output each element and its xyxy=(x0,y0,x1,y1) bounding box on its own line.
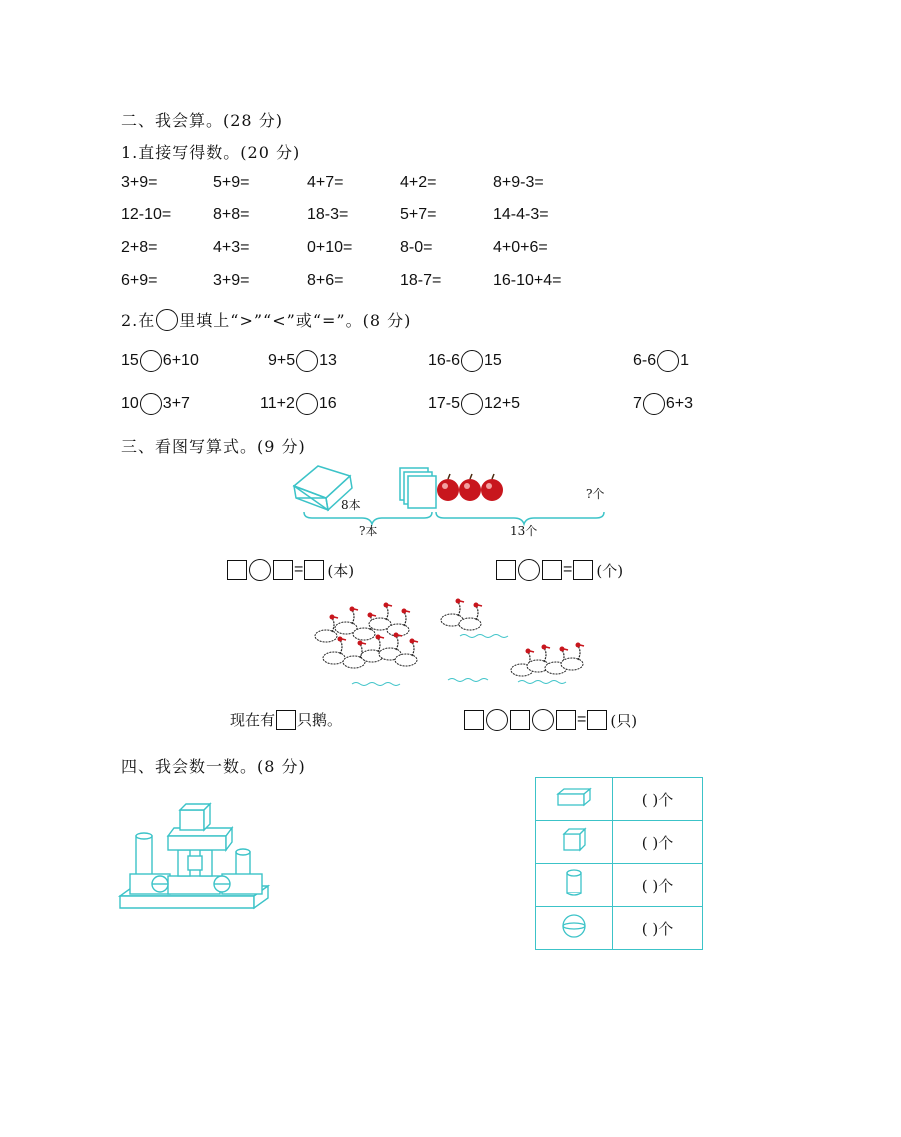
compare-item xyxy=(633,350,689,372)
calc-item: 18-3= xyxy=(307,206,349,223)
answer-box[interactable] xyxy=(510,710,530,730)
apple-icon xyxy=(459,474,481,501)
calc-item: 3+9= xyxy=(121,174,158,191)
answer-box[interactable] xyxy=(542,560,562,580)
count-answer[interactable]: ( )个 xyxy=(641,790,674,809)
now-before: 现在有 xyxy=(230,711,276,729)
compare-item xyxy=(428,350,502,372)
calc-item: 4+7= xyxy=(307,174,344,191)
answer-circle[interactable] xyxy=(518,559,540,581)
calc-item: 8+8= xyxy=(213,206,250,223)
compare-right: 15 xyxy=(484,352,502,369)
goose-group-left xyxy=(315,603,418,669)
apple-icon xyxy=(437,474,459,501)
calc-item: 4+3= xyxy=(213,239,250,256)
equals-sign: = xyxy=(563,561,573,578)
calc-item: 8+6= xyxy=(307,272,344,289)
answer-circle[interactable] xyxy=(643,393,665,415)
blocks-structure-figure xyxy=(118,800,278,915)
q2-title-before: 2.在 xyxy=(121,311,156,330)
q2-title-after: 里填上“>”“<”或“=”。(8 分) xyxy=(179,311,412,330)
calc-item: 2+8= xyxy=(121,239,158,256)
goose-group-top xyxy=(441,599,482,631)
section4-title: 四、我会数一数。(8 分) xyxy=(121,757,306,776)
answer-box[interactable] xyxy=(556,710,576,730)
calc-item: 3+9= xyxy=(213,272,250,289)
q2-title xyxy=(121,308,411,331)
compare-item xyxy=(633,393,693,415)
calc-item: 5+9= xyxy=(213,174,250,191)
count-table xyxy=(535,777,703,950)
equation-apples xyxy=(495,559,623,581)
book-stack-icon xyxy=(400,468,436,508)
equals-sign: = xyxy=(577,711,587,728)
label-qben: ?本 xyxy=(359,524,378,538)
calc-item: 8-0= xyxy=(400,239,433,256)
section2-title: 二、我会算。(28 分) xyxy=(121,111,283,130)
calc-item: 5+7= xyxy=(400,206,437,223)
compare-item xyxy=(121,350,199,372)
answer-circle[interactable] xyxy=(140,350,162,372)
calc-item: 14-4-3= xyxy=(493,206,549,223)
unit-label: (本) xyxy=(327,561,355,580)
now-after: 只鹅。 xyxy=(297,711,343,729)
q1-title: 1.直接写得数。(20 分) xyxy=(121,143,301,162)
compare-right: 1 xyxy=(680,352,690,369)
count-answer[interactable]: ( )个 xyxy=(641,919,674,938)
label-13ge: 13个 xyxy=(510,524,538,538)
answer-box[interactable] xyxy=(304,560,324,580)
now-have-statement xyxy=(230,709,342,730)
compare-right: 6+3 xyxy=(665,395,694,412)
compare-left: 11+2 xyxy=(260,395,295,412)
section3-title: 三、看图写算式。(9 分) xyxy=(121,437,306,456)
count-answer[interactable]: ( )个 xyxy=(641,833,674,852)
answer-circle[interactable] xyxy=(461,393,483,415)
answer-box[interactable] xyxy=(573,560,593,580)
geese-figure xyxy=(310,594,600,694)
cuboid-icon xyxy=(556,786,592,808)
circle-icon xyxy=(156,309,178,331)
compare-right: 3+7 xyxy=(162,395,190,412)
calc-item: 6+9= xyxy=(121,272,158,289)
answer-circle[interactable] xyxy=(532,709,554,731)
compare-item xyxy=(268,350,337,372)
calc-item: 4+0+6= xyxy=(493,239,548,256)
compare-item xyxy=(428,393,520,415)
answer-circle[interactable] xyxy=(657,350,679,372)
answer-circle[interactable] xyxy=(296,393,318,415)
calc-item: 4+2= xyxy=(400,174,437,191)
calc-item: 8+9-3= xyxy=(493,174,544,191)
apple-icon xyxy=(481,474,503,501)
calc-item: 0+10= xyxy=(307,239,353,256)
label-8ben: 8本 xyxy=(341,498,361,512)
calc-item: 18-7= xyxy=(400,272,442,289)
compare-right: 16 xyxy=(318,395,337,412)
answer-box[interactable] xyxy=(273,560,293,580)
compare-left: 16-6 xyxy=(428,352,461,369)
calc-item: 16-10+4= xyxy=(493,272,562,289)
answer-circle[interactable] xyxy=(140,393,162,415)
compare-left: 7 xyxy=(633,395,642,412)
compare-left: 6-6 xyxy=(633,352,657,369)
answer-box[interactable] xyxy=(276,710,296,730)
calc-item: 12-10= xyxy=(121,206,172,223)
count-answer[interactable]: ( )个 xyxy=(641,876,674,895)
compare-item xyxy=(260,393,337,415)
table-row xyxy=(536,864,703,907)
unit-label: (个) xyxy=(596,561,624,580)
equals-sign: = xyxy=(294,561,304,578)
answer-box[interactable] xyxy=(227,560,247,580)
compare-left: 15 xyxy=(121,352,139,369)
cube-icon xyxy=(560,826,588,854)
answer-box[interactable] xyxy=(464,710,484,730)
compare-left: 17-5 xyxy=(428,395,461,412)
answer-circle[interactable] xyxy=(296,350,318,372)
compare-right: 12+5 xyxy=(484,395,521,412)
compare-item xyxy=(121,393,190,415)
compare-left: 9+5 xyxy=(268,352,296,369)
cylinder-icon xyxy=(564,868,584,898)
equation-books xyxy=(226,559,354,581)
answer-box[interactable] xyxy=(496,560,516,580)
goose-group-bottom xyxy=(511,643,584,677)
label-qge: ?个 xyxy=(586,487,605,501)
unit-label: (只) xyxy=(610,711,638,730)
answer-circle[interactable] xyxy=(486,709,508,731)
answer-box[interactable] xyxy=(587,710,607,730)
table-row xyxy=(536,821,703,864)
books-apples-figure xyxy=(290,462,620,542)
answer-circle[interactable] xyxy=(461,350,483,372)
compare-left: 10 xyxy=(121,395,139,412)
table-row xyxy=(536,907,703,950)
compare-right: 13 xyxy=(319,352,337,369)
equation-geese xyxy=(463,709,637,731)
sphere-icon xyxy=(560,912,588,940)
table-row xyxy=(536,778,703,821)
compare-right: 6+10 xyxy=(162,352,199,369)
answer-circle[interactable] xyxy=(249,559,271,581)
